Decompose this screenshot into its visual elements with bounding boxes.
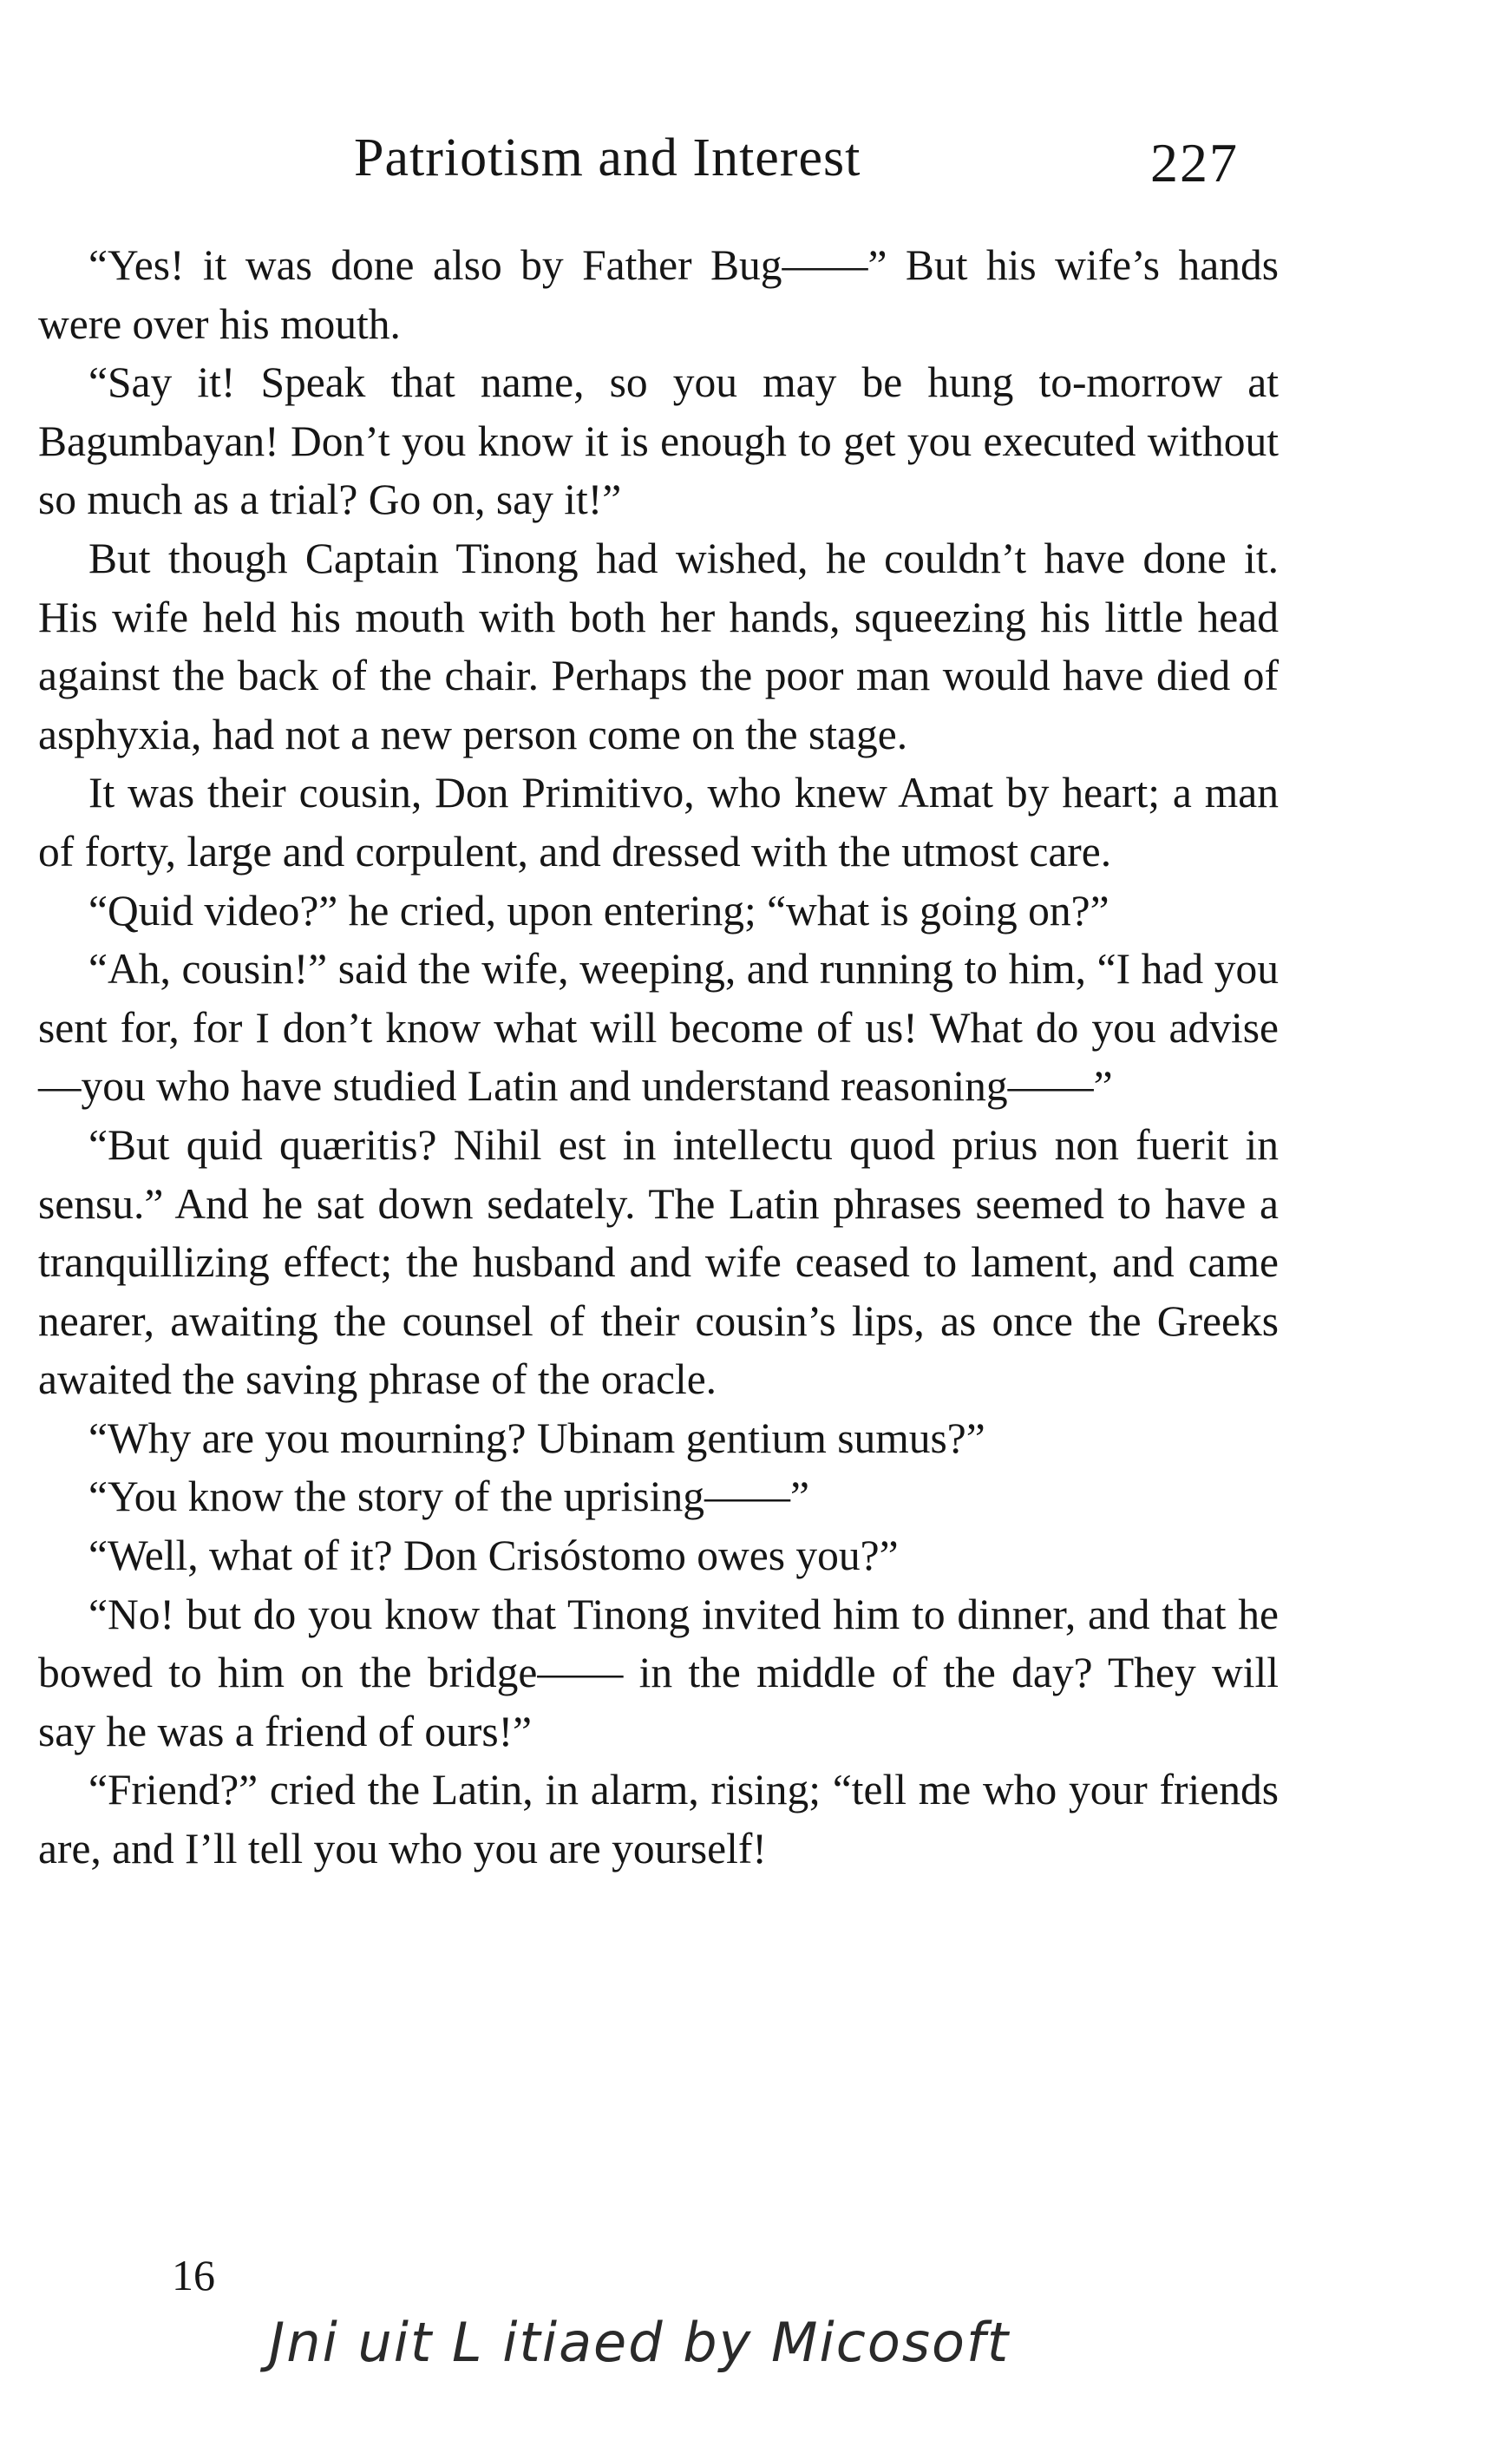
paragraph: “Why are you mourning? Ubinam gentium sumus?” (88, 1413, 985, 1462)
paragraph: “No! but do you know that Tinong invited him to dinner, and that he bowed to him on the bridge—— in the middle of the day? They will say he was a friend of ours!” (38, 1590, 1279, 1755)
body-text (38, 236, 1279, 1879)
running-head (0, 123, 1512, 201)
paragraph: “Well, what of it? Don Crisóstomo owes you?” (88, 1532, 899, 1580)
paragraph: “Yes! it was done also by Father Bug——” But his wife’s hands were over his mouth. (38, 241, 1279, 348)
paragraph: “You know the story of the uprising——” (88, 1473, 809, 1521)
paragraph: But though Captain Tinong had wished, he couldn’t have done it. His wife held his mouth with both her hands, squeezing his little head against the back of the chair. Perhaps the poor man would have died of asphyxia, had not a new person come on the stage. (38, 534, 1279, 758)
paragraph: “Quid video?” he cried, upon entering; “what is going on?” (88, 886, 1109, 935)
page-number: 227 (1150, 132, 1239, 193)
paragraph: It was their cousin, Don Primitivo, who knew Amat by heart; a man of forty, large and corpulent, and dressed with the utmost care. (38, 769, 1279, 876)
running-title: Patriotism and Interest (354, 128, 861, 187)
paragraph: “Say it! Speak that name, so you may be hung to-morrow at Bagumbayan! Don’t you know it is enough to get you executed without so much as a trial? Go on, say it!” (38, 358, 1279, 524)
signature-mark: 16 (172, 2251, 215, 2299)
paragraph: “Friend?” cried the Latin, in alarm, rising; “tell me who your friends are, and I’ll tell you who you are yourself! (38, 1766, 1279, 1873)
digitization-watermark: Jni uit L itiaed by Micosoft (269, 2311, 1011, 2374)
paragraph: “Ah, cousin!” said the wife, weeping, and running to him, “I had you sent for, for I don’t know what will become of us! What do you advise—you who have studied Latin and understand reasoning——” (38, 945, 1279, 1111)
paragraph: “But quid quæritis? Nihil est in intellectu quod prius non fuerit in sensu.” And he sat down sedately. The Latin phrases seemed to have a tranquillizing effect; the husband and wife ceased to lament, and came nearer, awaiting the counsel of their cousin’s lips, as once the Greeks awaited the saving phrase of the oracle. (38, 1120, 1279, 1404)
